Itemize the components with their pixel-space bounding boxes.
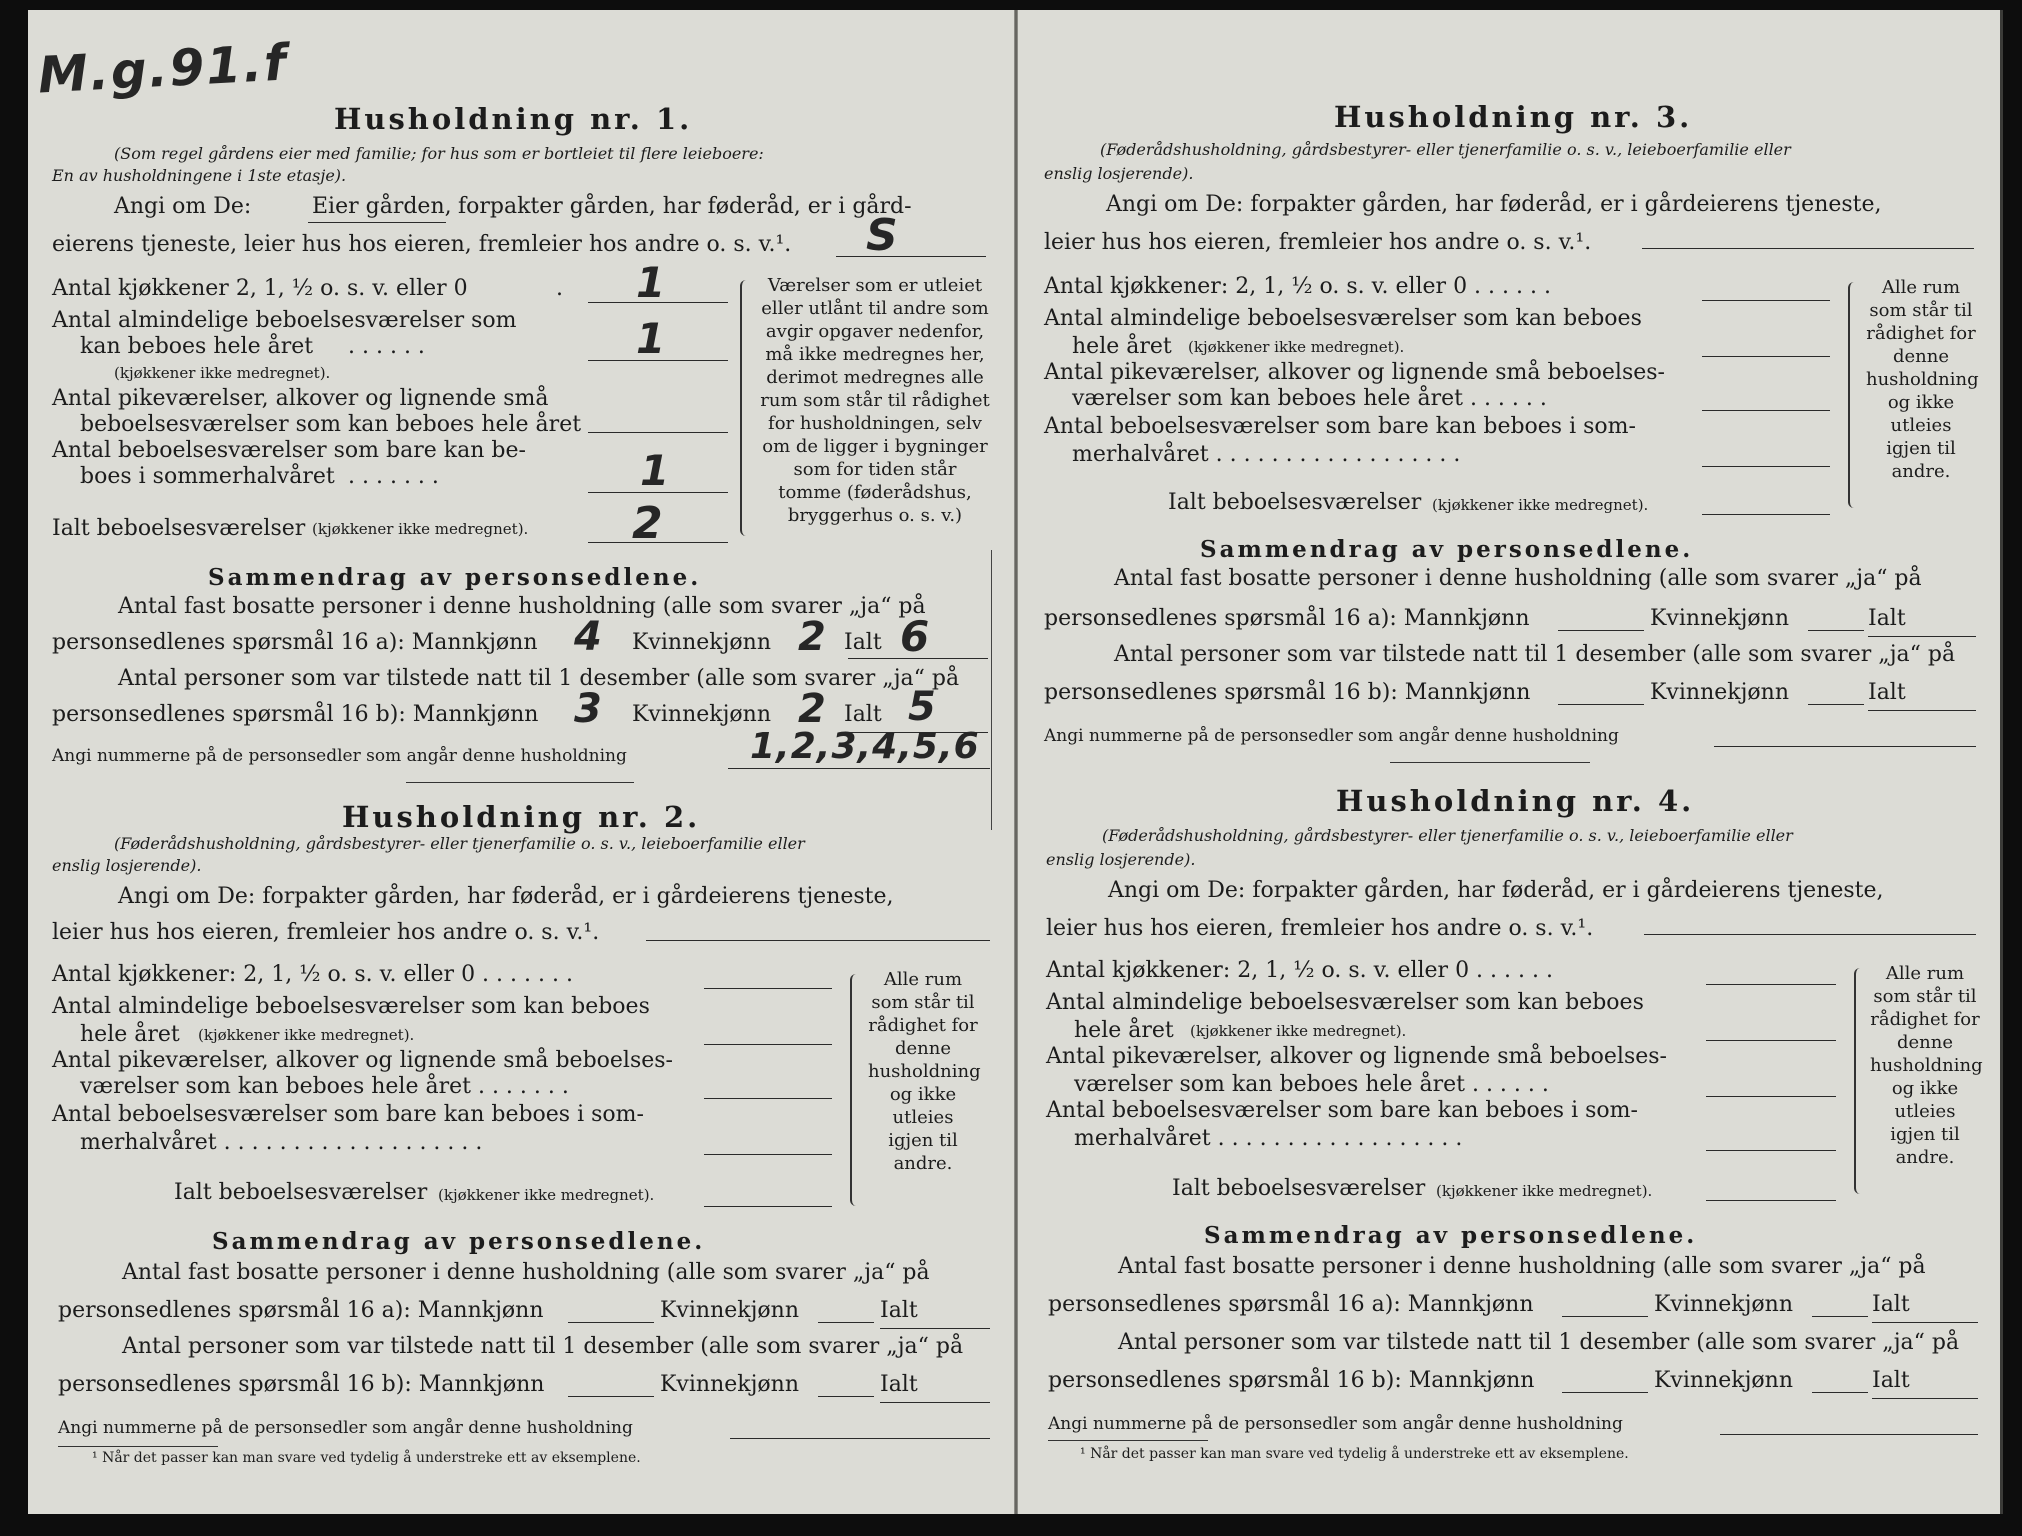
handwritten-annotation: M.g.91.f	[36, 33, 290, 105]
fast-female-label-4: Kvinnekjønn	[1654, 1292, 1793, 1317]
present-male-value: 3	[574, 686, 602, 732]
kitchens-label-3: Antal kjøkkener: 2, 1, ½ o. s. v. eller 0 . . . . . .	[1044, 274, 1551, 299]
margin-stroke	[991, 550, 992, 830]
maid-rooms-label: Antal pikeværelser, alkover og lignende små	[52, 386, 549, 411]
angi-options-2: eierens tjeneste, leier hus hos eieren, fremleier hos andre o. s. v.¹.	[52, 232, 792, 257]
angi-label-4: Angi om De: forpakter gården, har føderåd, er i gårdeierens tjeneste,	[1108, 878, 1884, 903]
right-page	[1018, 10, 2000, 1514]
present-female-label-4: Kvinnekjønn	[1654, 1368, 1793, 1393]
fast-total-label-4: Ialt	[1872, 1292, 1910, 1317]
census-sheet	[28, 10, 2003, 1514]
footnote: ¹ Når det passer kan man svare ved tydelig å understreke ett av eksemplene.	[92, 1450, 641, 1466]
total-rooms-value: 2	[632, 498, 663, 549]
rooms-note-3: (kjøkkener ikke medregnet).	[1188, 338, 1405, 356]
angi-eier-option: Eier gården,	[312, 194, 452, 219]
side-brace-3	[1848, 282, 1862, 508]
summary-3-present-label: Antal personer som var tilstede natt til 1 desember (alle som svarer „ja“ på	[1114, 642, 1956, 667]
summary-4-title: Sammendrag av personsedlene.	[1204, 1222, 1698, 1249]
side-brace-2	[850, 974, 864, 1206]
present-total-label-4: Ialt	[1872, 1368, 1910, 1393]
angi-label-2: Angi om De: forpakter gården, har føderåd, er i gårdeierens tjeneste,	[118, 884, 894, 909]
summary-2-numbers-label: Angi nummerne på de personsedler som angår denne husholdning	[58, 1418, 633, 1438]
summary-4-fast-label-2: personsedlenes spørsmål 16 a): Mannkjønn	[1048, 1292, 1534, 1317]
person-numbers-value: 1,2,3,4,5,6	[750, 726, 980, 767]
present-total-label-3: Ialt	[1868, 680, 1906, 705]
maid-rooms-label-4a: Antal pikeværelser, alkover og lignende små beboelses-	[1046, 1044, 1667, 1069]
summer-rooms-label-4a: Antal beboelsesværelser som bare kan beboes i som-	[1046, 1098, 1638, 1123]
side-brace	[740, 280, 754, 536]
present-total-value: 5	[908, 684, 936, 730]
present-female-label-3: Kvinnekjønn	[1650, 680, 1789, 705]
household-3-title: Husholdning nr. 3.	[1334, 100, 1693, 134]
footnote-right: ¹ Når det passer kan man svare ved tydelig å understreke ett av eksemplene.	[1080, 1446, 1629, 1462]
rooms-note-4: (kjøkkener ikke medregnet).	[1190, 1022, 1407, 1040]
rooms-label-2b: hele året	[80, 1022, 180, 1047]
summary-4-numbers-label: Angi nummerne på de personsedler som angår denne husholdning	[1048, 1414, 1623, 1434]
angi-answer: S	[866, 210, 898, 261]
fast-female-label-3: Kvinnekjønn	[1650, 606, 1789, 631]
fast-female-label: Kvinnekjønn	[632, 630, 771, 655]
kitchens-value: 1	[636, 258, 666, 307]
summary-3-present-label-2: personsedlenes spørsmål 16 b): Mannkjønn	[1044, 680, 1531, 705]
summary-3-numbers-label: Angi nummerne på de personsedler som angår denne husholdning	[1044, 726, 1619, 746]
summary-3-fast-label: Antal fast bosatte personer i denne husholdning (alle som svarer „ja“ på	[1114, 566, 1922, 591]
total-rooms-label-4: Ialt beboelsesværelser	[1172, 1176, 1426, 1201]
household-4-title: Husholdning nr. 4.	[1336, 784, 1695, 818]
maid-rooms-label-2a: Antal pikeværelser, alkover og lignende små beboelses-	[52, 1048, 673, 1073]
household-1-note-2: En av husholdningene i 1ste etasje).	[52, 166, 347, 185]
kitchens-label-2: Antal kjøkkener: 2, 1, ½ o. s. v. eller 0 . . . . . . .	[52, 962, 573, 987]
side-note-4: Alle rum som står til rådighet for denne husholdning og ikke utleies igjen til andre.	[1870, 963, 1983, 1168]
rooms-note-2: (kjøkkener ikke medregnet).	[198, 1026, 415, 1044]
fast-female-label-2: Kvinnekjønn	[660, 1298, 799, 1323]
rooms-label-2: kan beboes hele året	[80, 334, 314, 359]
total-rooms-note-4: (kjøkkener ikke medregnet).	[1436, 1182, 1653, 1200]
fast-female-value: 2	[798, 614, 826, 660]
maid-rooms-label-2: beboelsesværelser som kan beboes hele året	[80, 412, 582, 437]
summer-rooms-label-2: boes i sommerhalvåret	[80, 464, 335, 489]
fast-total-label-2: Ialt	[880, 1298, 918, 1323]
eier-underline	[308, 222, 446, 223]
section-separator	[406, 782, 634, 783]
household-4-note-2: enslig losjerende).	[1046, 850, 1196, 869]
angi-options-2b: leier hus hos eieren, fremleier hos andre o. s. v.¹.	[52, 920, 600, 945]
household-3-note: (Føderådshusholdning, gårdsbestyrer- eller tjenerfamilie o. s. v., leieboerfamilie eller	[1100, 140, 1791, 159]
summary-4-present-label-2: personsedlenes spørsmål 16 b): Mannkjønn	[1048, 1368, 1535, 1393]
total-rooms-label-2: Ialt beboelsesværelser	[174, 1180, 428, 1205]
summary-3-fast-label-2: personsedlenes spørsmål 16 a): Mannkjønn	[1044, 606, 1530, 631]
summer-rooms-value: 1	[640, 446, 670, 495]
section-separator-2	[1390, 762, 1590, 763]
summary-1-present-label-2: personsedlenes spørsmål 16 b): Mannkjønn	[52, 702, 539, 727]
maid-rooms-label-4b: værelser som kan beboes hele året . . . . . .	[1074, 1072, 1549, 1097]
present-female-label-2: Kvinnekjønn	[660, 1372, 799, 1397]
fast-total-label-3: Ialt	[1868, 606, 1906, 631]
fast-total-label: Ialt	[844, 630, 882, 655]
summer-rooms-label-2a: Antal beboelsesværelser som bare kan beboes i som-	[52, 1102, 644, 1127]
total-rooms-label: Ialt beboelsesværelser	[52, 516, 306, 541]
summer-rooms-label-3a: Antal beboelsesværelser som bare kan beboes i som-	[1044, 414, 1636, 439]
rooms-label: Antal almindelige beboelsesværelser som	[52, 308, 517, 333]
present-total-label-2: Ialt	[880, 1372, 918, 1397]
total-rooms-note: (kjøkkener ikke medregnet).	[312, 520, 529, 538]
household-3-note-2: enslig losjerende).	[1044, 164, 1194, 183]
fast-total-value: 6	[900, 612, 930, 661]
household-2-title: Husholdning nr. 2.	[342, 800, 701, 834]
rooms-label-2a: Antal almindelige beboelsesværelser som kan beboes	[52, 994, 650, 1019]
summer-rooms-label-2b: merhalvåret . . . . . . . . . . . . . . . . . . .	[80, 1130, 483, 1155]
left-page: M.g.91.f Husholdning nr. 1. (Som regel gårdens eier med familie; for hus som er bortleiet til flere leieboere: En av husholdningene i 1ste etasje). Angi om De: Eier gården, forpakter gården, har føderåd, er i gård- eierens tjeneste, leier hus hos eieren, fremleier hos andre o. s. v.¹. S Antal kjøkkener 2, 1, ½ o. s. v. eller 0 . 1 Antal almindelige beboelsesværelser som kan beboes hele året . . . . . . 1 (kjøkkener ikke medregnet). Antal pikeværelser, alkover og lignende små beboelsesværelser som kan beboes hele året Antal beboelsesværelser som bare kan be- boes i sommerhalvåret . . . . . . . 1 Ialt beboelsesværelser (kjøkkener ikke medregnet). 2 Værelser som er utleiet eller utlånt til andre som avgir opgaver nedenfor, må ikke medregnes her, derimot medregnes alle rum som står til rådighet for husholdningen, selv om de ligger i bygninger som for tiden står tomme (føderådshus, bryggerhus o. s. v.) Sammendrag av personsedlene. Antal fast bosatte personer i denne husholdning (alle som svarer „ja“ på personsedlenes spørsmål 16 a): Mannkjønn 4 Kvinnekjønn 2 Ialt 6 Antal personer som var tilstede natt til 1 desember (alle som svarer „ja“ på personsedlenes spørsmål 16 b): Mannkjønn 3 Kvinnekjønn 2 Ialt 5 Angi nummerne på de personsedler som angår denne husholdning 1,2,3,4,5,6 Husholdning nr. 2. (Føderådshusholdning, gårdsbestyrer- eller tjenerfamilie o. s. v., leieboerfamilie eller enslig losjerende). Angi om De: forpakter gården, har føderåd, er i gårdeierens tjeneste, leier hus hos eieren, fremleier hos andre o. s. v.¹. Antal kjøkkener: 2, 1, ½ o. s. v. eller 0 . . . . . . . Antal almindelige beboelsesværelser som kan beboes hele året (kjøkkener ikke medregnet). Antal pikeværelser, alkover og lignende små beboelses- værelser som kan beboes hele året . . . . . . . Antal beboelsesværelser som bare kan beboes i som- merhalvåret . . . . . . . . . . . . . . . . . . . Ialt beboelsesværelser (kjøkkener ikke medregnet). Alle rum som står til rådighet for denne husholdning og ikke utleies igjen til andre. Sammendrag av personsedlene. Antal fast bosatte personer i denne husholdning (alle som svarer „ja“ på personsedlenes spørsmål 16 a): Mannkjønn Kvinnekjønn Ialt Antal personer som var tilstede natt til 1 desember (alle som svarer „ja“ på personsedlenes spørsmål 16 b): Mannkjønn Kvinnekjønn Ialt Angi nummerne på de personsedler som angår denne husholdning ¹ Når det passer kan man svare ved tydelig å understreke ett av eksemplene.	[28, 10, 1014, 1514]
kitchens-label-4: Antal kjøkkener: 2, 1, ½ o. s. v. eller 0 . . . . . .	[1046, 958, 1553, 983]
summary-1-title: Sammendrag av personsedlene.	[208, 564, 702, 591]
side-note: Værelser som er utleiet eller utlånt til andre som avgir opgaver nedenfor, må ikke medregnes her, derimot medregnes alle rum som står til rådighet for husholdningen, selv om de ligger i bygninger som for tiden står tomme (føderådshus, bryggerhus o. s. v.)	[760, 275, 990, 526]
summer-rooms-label-3b: merhalvåret . . . . . . . . . . . . . . . . . .	[1072, 442, 1461, 467]
household-1-note: (Som regel gårdens eier med familie; for hus som er bortleiet til flere leieboere:	[114, 144, 764, 163]
angi-options: forpakter gården, har føderåd, er i gård-	[458, 194, 912, 219]
kitchens-label: Antal kjøkkener 2, 1, ½ o. s. v. eller 0	[52, 276, 468, 301]
angi-options-3: leier hus hos eieren, fremleier hos andre o. s. v.¹.	[1044, 230, 1592, 255]
summary-2-fast-label: Antal fast bosatte personer i denne husholdning (alle som svarer „ja“ på	[122, 1260, 930, 1285]
rooms-note: (kjøkkener ikke medregnet).	[114, 364, 331, 382]
summary-2-title: Sammendrag av personsedlene.	[212, 1228, 706, 1255]
household-2-note-2: enslig losjerende).	[52, 856, 202, 875]
summary-2-present-label: Antal personer som var tilstede natt til 1 desember (alle som svarer „ja“ på	[122, 1334, 964, 1359]
household-4-note: (Føderådshusholdning, gårdsbestyrer- eller tjenerfamilie o. s. v., leieboerfamilie eller	[1102, 826, 1793, 845]
side-note-3: Alle rum som står til rådighet for denne husholdning og ikke utleies igjen til andre.	[1866, 277, 1979, 482]
side-note-2: Alle rum som står til rådighet for denne husholdning og ikke utleies igjen til andre.	[868, 969, 981, 1174]
angi-label: Angi om De:	[114, 194, 252, 219]
total-rooms-note-3: (kjøkkener ikke medregnet).	[1432, 496, 1649, 514]
summary-1-present-label: Antal personer som var tilstede natt til 1 desember (alle som svarer „ja“ på	[118, 666, 960, 691]
summary-2-fast-label-2: personsedlenes spørsmål 16 a): Mannkjønn	[58, 1298, 544, 1323]
rooms-label-4b: hele året	[1074, 1018, 1174, 1043]
household-2-note: (Føderådshusholdning, gårdsbestyrer- eller tjenerfamilie o. s. v., leieboerfamilie eller	[114, 834, 805, 853]
summary-4-present-label: Antal personer som var tilstede natt til 1 desember (alle som svarer „ja“ på	[1118, 1330, 1960, 1355]
present-female-label: Kvinnekjønn	[632, 702, 771, 727]
summary-4-fast-label: Antal fast bosatte personer i denne husholdning (alle som svarer „ja“ på	[1118, 1254, 1926, 1279]
summary-3-title: Sammendrag av personsedlene.	[1200, 536, 1694, 563]
summary-1-fast-label-2: personsedlenes spørsmål 16 a): Mannkjønn	[52, 630, 538, 655]
fast-male-value: 4	[574, 614, 602, 660]
maid-rooms-label-3a: Antal pikeværelser, alkover og lignende små beboelses-	[1044, 360, 1665, 385]
rooms-label-3a: Antal almindelige beboelsesværelser som kan beboes	[1044, 306, 1642, 331]
summer-rooms-label-4b: merhalvåret . . . . . . . . . . . . . . . . . .	[1074, 1126, 1463, 1151]
angi-answer-line	[836, 256, 986, 257]
rooms-label-4a: Antal almindelige beboelsesværelser som kan beboes	[1046, 990, 1644, 1015]
maid-rooms-label-3b: værelser som kan beboes hele året . . . . . .	[1072, 386, 1547, 411]
side-brace-4	[1854, 968, 1868, 1194]
angi-options-4: leier hus hos eieren, fremleier hos andre o. s. v.¹.	[1046, 916, 1594, 941]
present-female-value: 2	[798, 686, 826, 732]
summary-1-numbers-label: Angi nummerne på de personsedler som angår denne husholdning	[52, 746, 627, 766]
total-rooms-label-3: Ialt beboelsesværelser	[1168, 490, 1422, 515]
summary-2-present-label-2: personsedlenes spørsmål 16 b): Mannkjønn	[58, 1372, 545, 1397]
maid-rooms-label-2b: værelser som kan beboes hele året . . . . . . .	[80, 1074, 569, 1099]
rooms-value: 1	[636, 314, 666, 363]
angi-label-3: Angi om De: forpakter gården, har føderåd, er i gårdeierens tjeneste,	[1106, 192, 1882, 217]
rooms-label-3b: hele året	[1072, 334, 1172, 359]
household-1-title: Husholdning nr. 1.	[334, 102, 693, 136]
present-total-label: Ialt	[844, 702, 882, 727]
summer-rooms-label: Antal beboelsesværelser som bare kan be-	[52, 438, 526, 463]
total-rooms-note-2: (kjøkkener ikke medregnet).	[438, 1186, 655, 1204]
summary-1-fast-label: Antal fast bosatte personer i denne husholdning (alle som svarer „ja“ på	[118, 594, 926, 619]
